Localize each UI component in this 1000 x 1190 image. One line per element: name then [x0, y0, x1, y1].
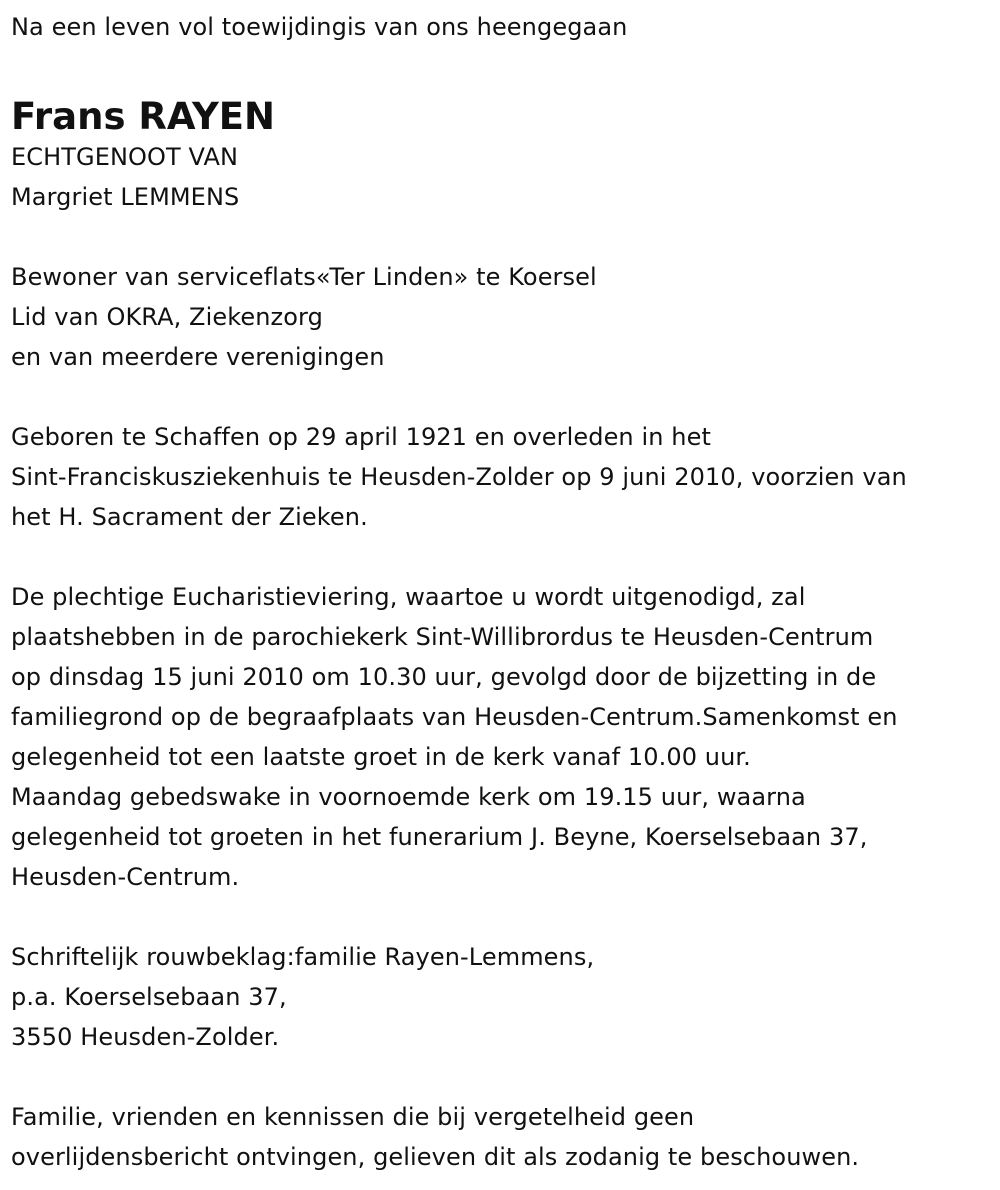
paragraph-line: Heusden-Centrum. [11, 863, 240, 891]
intro-text: Na een leven vol toewijdingis van ons heengegaan [11, 13, 628, 41]
spacer [11, 47, 996, 87]
paragraph-line: Sint-Franciskusziekenhuis te Heusden-Zolder op 9 juni 2010, voorzien van [11, 463, 907, 491]
spouse-label: ECHTGENOOT VAN [11, 143, 239, 171]
spacer [11, 217, 996, 257]
paragraph-line: gelegenheid tot een laatste groet in de kerk vanaf 10.00 uur. [11, 743, 751, 771]
paragraph-line: Familie, vrienden en kennissen die bij vergetelheid geen [11, 1103, 695, 1131]
paragraph-line: en van meerdere verenigingen [11, 343, 385, 371]
paragraph-line: Geboren te Schaffen op 29 april 1921 en overleden in het [11, 423, 711, 451]
spacer [11, 537, 996, 577]
paragraph-line: Maandag gebedswake in voornoemde kerk om 19.15 uur, waarna [11, 783, 806, 811]
paragraph-line: Bewoner van serviceflats«Ter Linden» te Koersel [11, 263, 597, 291]
paragraph-line: op dinsdag 15 juni 2010 om 10.30 uur, gevolgd door de bijzetting in de [11, 663, 877, 691]
spouse-block [11, 137, 996, 217]
paragraph-line: p.a. Koerselsebaan 37, [11, 983, 287, 1011]
spacer [11, 377, 996, 417]
spacer [11, 1057, 996, 1097]
spacer [11, 897, 996, 937]
paragraph-line: Schriftelijk rouwbeklag:familie Rayen-Lemmens, [11, 943, 595, 971]
paragraph-line: plaatshebben in de parochiekerk Sint-Willibrordus te Heusden-Centrum [11, 623, 874, 651]
memberships-paragraph [11, 257, 996, 377]
paragraph-line: De plechtige Eucharistieviering, waartoe u wordt uitgenodigd, zal [11, 583, 806, 611]
deceased-name: Frans RAYEN [11, 95, 275, 138]
paragraph-line: familiegrond op de begraafplaats van Heusden-Centrum.Samenkomst en [11, 703, 898, 731]
paragraph-line: 3550 Heusden-Zolder. [11, 1023, 280, 1051]
obituary-notice [11, 7, 996, 1177]
paragraph-line: gelegenheid tot groeten in het funerarium J. Beyne, Koerselsebaan 37, [11, 823, 868, 851]
paragraph-line: het H. Sacrament der Zieken. [11, 503, 368, 531]
birth-death-paragraph [11, 417, 996, 537]
paragraph-line: overlijdensbericht ontvingen, gelieven dit als zodanig te beschouwen. [11, 1143, 860, 1171]
condolences-paragraph [11, 937, 996, 1057]
closing-paragraph [11, 1097, 996, 1177]
spouse-name: Margriet LEMMENS [11, 183, 240, 211]
paragraph-line: Lid van OKRA, Ziekenzorg [11, 303, 323, 331]
ceremony-paragraph [11, 577, 996, 897]
